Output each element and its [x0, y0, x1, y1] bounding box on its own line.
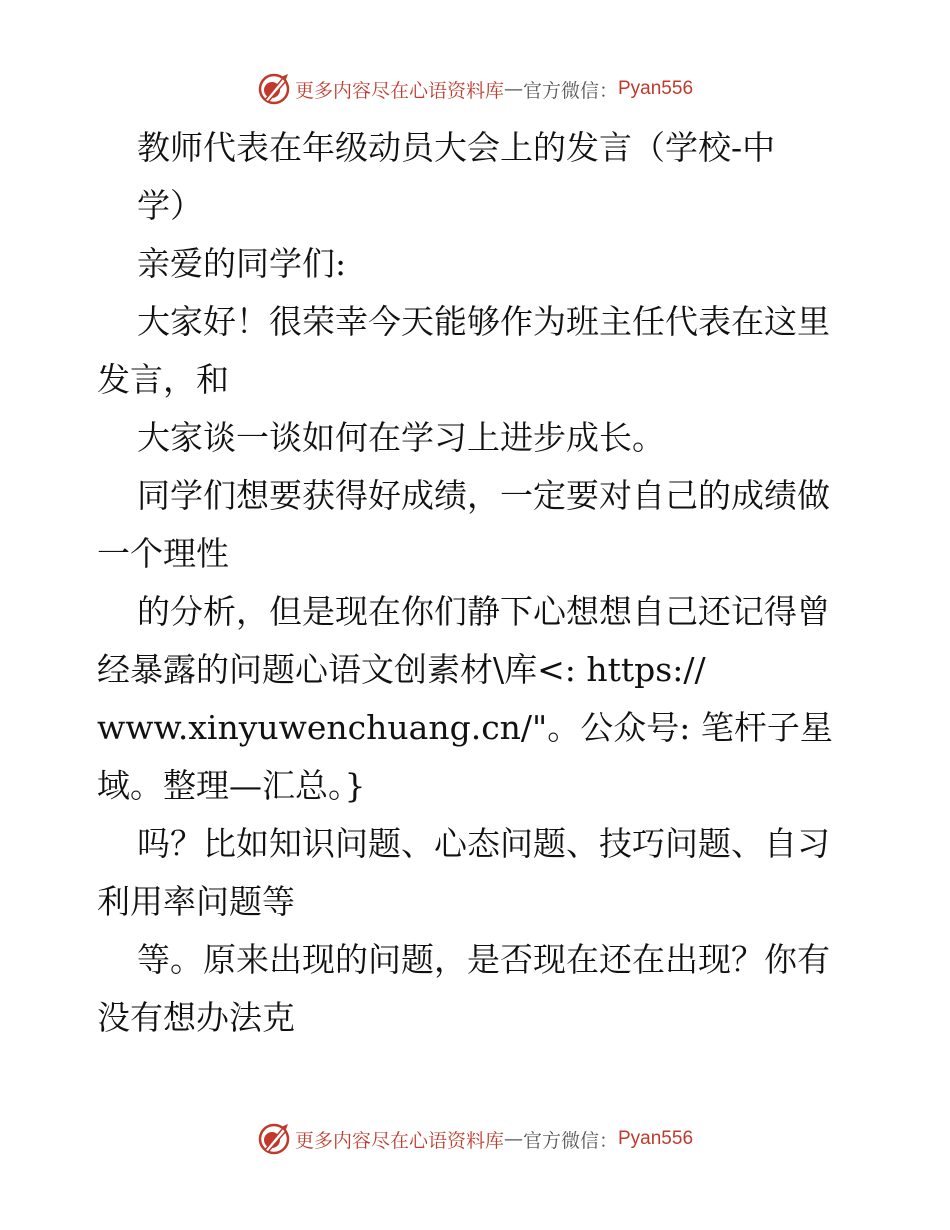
- text-line: 没有想办法克: [97, 998, 295, 1037]
- text-line: 学）: [137, 186, 203, 225]
- header-site-text: 更多内容尽在心语资料库: [294, 79, 504, 102]
- text-line: 经暴露的问题心语文创素材\库<: https://: [97, 650, 706, 689]
- text-line: 发言，和: [97, 360, 229, 399]
- text-line: 大家谈一谈如何在学习上进步成长。: [137, 418, 665, 457]
- text-line: 亲爱的同学们:: [137, 244, 347, 283]
- text-line: 教师代表在年级动员大会上的发言（学校-中: [137, 128, 776, 167]
- header-wechat-id: Pyan556: [618, 78, 694, 99]
- text-line: 域。整理—汇总。}: [97, 766, 366, 805]
- footer-dash: —: [503, 1128, 523, 1150]
- footer-site-text: 更多内容尽在心语资料库: [294, 1129, 504, 1152]
- header-banner: [0, 69, 950, 109]
- header-dash: —: [503, 78, 523, 100]
- quill-logo-icon: [257, 1122, 291, 1156]
- text-line: 等。原来出现的问题，是否现在还在出现？你有: [137, 940, 830, 979]
- header-wechat-label: 官方微信：: [522, 79, 618, 102]
- text-line: 一个理性: [97, 534, 229, 573]
- footer-wechat-id: Pyan556: [618, 1128, 694, 1149]
- text-line: www.xinyuwenchuang.cn/"。公众号: 笔杆子星: [97, 708, 833, 747]
- footer-banner: [0, 1119, 950, 1159]
- text-line: 大家好！很荣幸今天能够作为班主任代表在这里: [137, 302, 830, 341]
- text-line: 的分析，但是现在你们静下心想想自己还记得曾: [137, 592, 830, 631]
- footer-wechat-label: 官方微信：: [522, 1129, 618, 1152]
- quill-logo-icon: [257, 72, 291, 106]
- text-line: 同学们想要获得好成绩，一定要对自己的成绩做: [137, 476, 830, 515]
- text-line: 吗？比如知识问题、心态问题、技巧问题、自习: [137, 824, 830, 863]
- text-line: 利用率问题等: [97, 882, 295, 921]
- document-body: [97, 119, 857, 1047]
